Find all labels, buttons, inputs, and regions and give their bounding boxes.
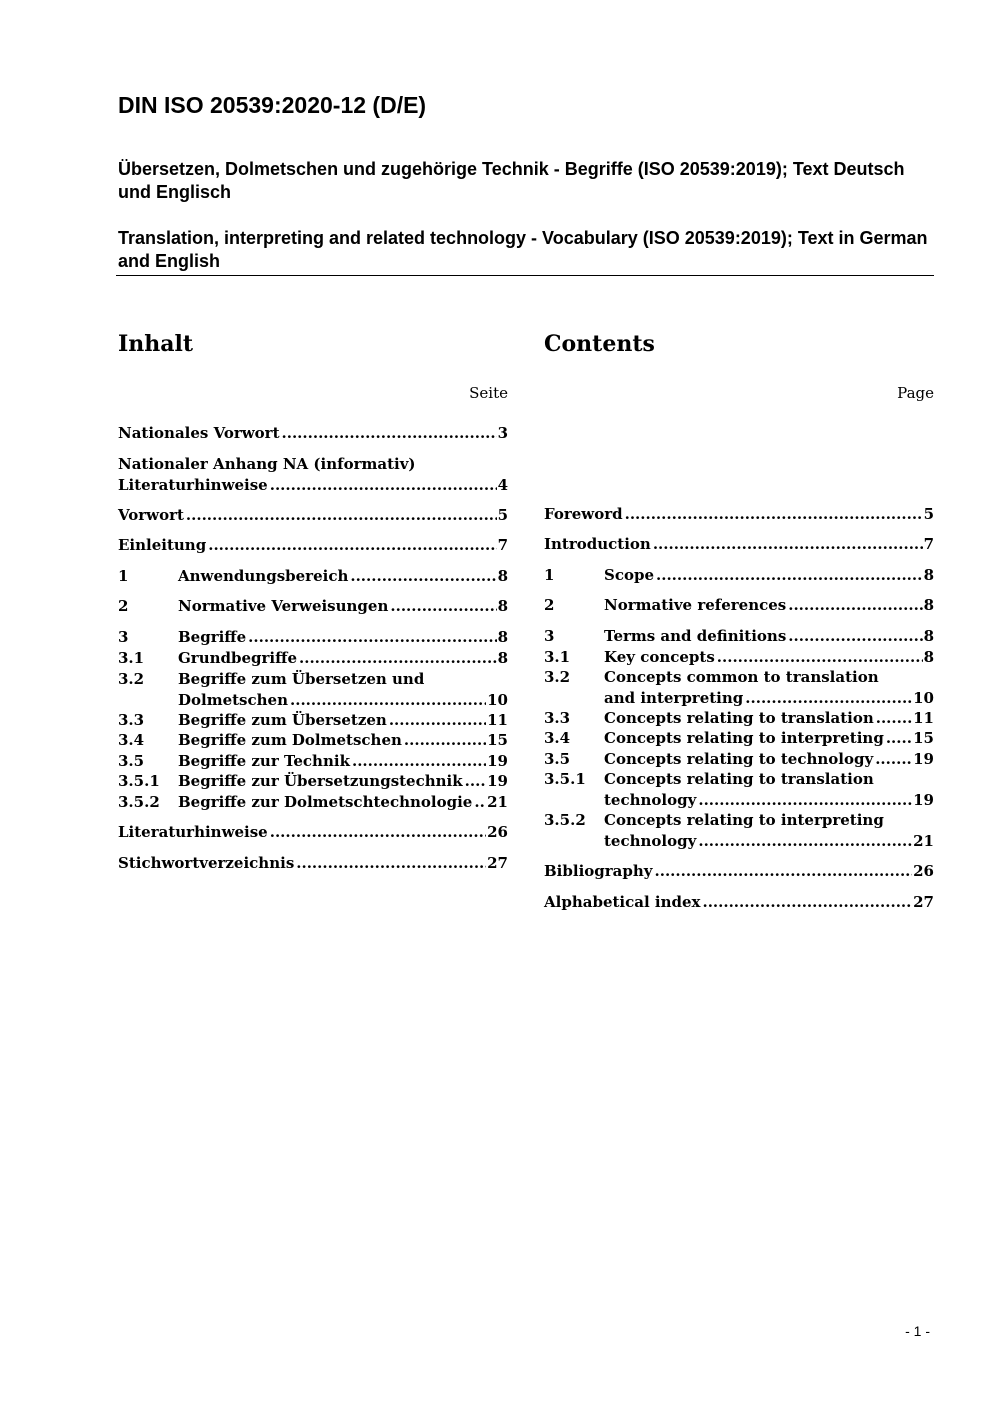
- toc-entry[interactable]: [118, 627, 508, 648]
- dot-leader: [702, 892, 912, 913]
- toc-entry-title-continued: Dolmetschen: [178, 690, 288, 709]
- toc-entry[interactable]: [544, 565, 934, 586]
- dot-leader: [270, 475, 497, 496]
- title-divider: [116, 275, 934, 276]
- toc-entry-title: Begriffe zum Dolmetschen: [178, 731, 402, 749]
- toc-entry-title: Nationaler Anhang NA (informativ): [118, 455, 416, 473]
- toc-entry[interactable]: [118, 822, 508, 843]
- toc-entry[interactable]: [544, 769, 934, 810]
- toc-page-column-label: Seite: [469, 384, 508, 402]
- toc-entry-number: 3.4: [544, 729, 571, 747]
- toc-entry[interactable]: [118, 853, 508, 874]
- toc-entry-title: Terms and definitions: [604, 627, 787, 645]
- dot-leader: [389, 710, 486, 731]
- subtitle-english: Translation, interpreting and related technology - Vocabulary (ISO 20539:2019); Text in German and English: [118, 228, 928, 271]
- toc-entry-title: Normative Verweisungen: [178, 597, 389, 615]
- toc-entry[interactable]: [544, 534, 934, 555]
- toc-entry[interactable]: [118, 730, 508, 751]
- toc-entry-page: 21: [487, 793, 508, 811]
- toc-entry-page: 8: [497, 567, 508, 585]
- toc-entry-page: 8: [923, 648, 934, 666]
- toc-entry-page: 19: [913, 750, 934, 768]
- dot-leader: [248, 627, 496, 648]
- dot-leader: [270, 822, 486, 843]
- dot-leader: [656, 565, 923, 586]
- toc-entry-number: 1: [544, 566, 555, 584]
- toc-entry-page: 19: [487, 772, 508, 790]
- toc-entry-page: 3: [497, 424, 508, 442]
- toc-entry-number: 3.5: [118, 752, 145, 770]
- toc-entry[interactable]: [118, 771, 508, 792]
- toc-entry-title: Concepts relating to interpreting: [604, 811, 884, 829]
- dot-leader: [474, 792, 486, 813]
- toc-entry-title: Foreword: [544, 505, 623, 523]
- dot-leader: [875, 749, 912, 770]
- toc-entry[interactable]: [118, 669, 508, 710]
- toc-entry-title: Concepts relating to translation: [604, 709, 874, 727]
- toc-entry[interactable]: [118, 751, 508, 772]
- toc-entry-number: 3.2: [118, 670, 145, 688]
- toc-entry-page: 8: [497, 628, 508, 646]
- toc-entry-page: 15: [487, 731, 508, 749]
- toc-entry[interactable]: [544, 749, 934, 770]
- toc-entry-page: 19: [487, 752, 508, 770]
- dot-leader: [886, 728, 912, 749]
- toc-english: [544, 328, 934, 911]
- toc-entry-number: 3.4: [118, 731, 145, 749]
- dot-leader: [299, 648, 497, 669]
- toc-entry-page: 19: [913, 790, 934, 809]
- toc-entry[interactable]: [544, 861, 934, 882]
- toc-entry-number: 3.2: [544, 668, 571, 686]
- toc-entry[interactable]: [544, 504, 934, 525]
- toc-entry-title: Concepts relating to technology: [604, 750, 874, 768]
- dot-leader: [698, 790, 912, 811]
- toc-entry-number: 2: [118, 597, 129, 615]
- toc-entry[interactable]: [544, 810, 934, 851]
- toc-entry[interactable]: [118, 710, 508, 731]
- toc-german: [118, 328, 508, 872]
- toc-entry-page: 8: [497, 649, 508, 667]
- dot-leader: [186, 505, 497, 526]
- toc-entry-number: 3.5.2: [118, 793, 160, 811]
- toc-entry-title: Nationales Vorwort: [118, 424, 280, 442]
- toc-entry-title: Begriffe: [178, 628, 247, 646]
- dot-leader: [282, 423, 497, 444]
- toc-entry-title: Grundbegriffe: [178, 649, 297, 667]
- toc-entry-number: 3.5.2: [544, 811, 586, 829]
- toc-entry[interactable]: [118, 648, 508, 669]
- toc-entry-number: 3: [118, 628, 129, 646]
- dot-leader: [788, 626, 922, 647]
- toc-entry-page: 26: [913, 862, 934, 880]
- dot-leader: [698, 831, 912, 852]
- dot-leader: [404, 730, 486, 751]
- toc-entry[interactable]: [544, 892, 934, 913]
- dot-leader: [350, 566, 496, 587]
- toc-entry-page: 10: [913, 688, 934, 707]
- toc-entry-title: Introduction: [544, 535, 651, 553]
- toc-entry-page: 10: [487, 690, 508, 709]
- toc-entry-title-continued: technology: [604, 831, 697, 850]
- toc-entry-page: 11: [913, 709, 934, 727]
- toc-entry-title: Literaturhinweise: [118, 823, 268, 841]
- toc-entry-page: 4: [497, 475, 508, 494]
- toc-entry-page: 8: [923, 596, 934, 614]
- toc-entry-number: 3.3: [544, 709, 571, 727]
- dot-leader: [745, 688, 912, 709]
- toc-entry-title: Concepts relating to interpreting: [604, 729, 884, 747]
- toc-entry-number: 3.1: [118, 649, 145, 667]
- toc-entry-page: 7: [923, 535, 934, 553]
- dot-leader: [390, 596, 496, 617]
- toc-entry-title: Begriffe zur Dolmetschtechnologie: [178, 793, 473, 811]
- toc-entry[interactable]: [118, 423, 508, 444]
- toc-entry-page: 21: [913, 831, 934, 850]
- toc-entry-title: Key concepts: [604, 648, 715, 666]
- toc-entry-page: 15: [913, 729, 934, 747]
- toc-entry[interactable]: [118, 535, 508, 556]
- toc-entry-page: 8: [497, 597, 508, 615]
- dot-leader: [653, 534, 923, 555]
- toc-entry[interactable]: [544, 708, 934, 729]
- dot-leader: [876, 708, 912, 729]
- toc-entry[interactable]: [544, 667, 934, 708]
- dot-leader: [465, 771, 486, 792]
- toc-entry-title: Bibliography: [544, 862, 653, 880]
- dot-leader: [625, 504, 923, 525]
- toc-entry-page: 27: [487, 854, 508, 872]
- toc-entry-page: 8: [923, 566, 934, 584]
- subtitle-german: Übersetzen, Dolmetschen und zugehörige Technik - Begriffe (ISO 20539:2019); Text Deutsch und Englisch: [118, 159, 905, 202]
- toc-entry-title: Begriffe zum Übersetzen und: [178, 670, 425, 688]
- toc-entry-title: Anwendungsbereich: [178, 567, 349, 585]
- toc-entry[interactable]: [544, 626, 934, 647]
- toc-entry-title: Begriffe zur Übersetzungstechnik: [178, 772, 463, 790]
- toc-entry[interactable]: [118, 505, 508, 526]
- toc-entry[interactable]: [118, 566, 508, 587]
- toc-entry-title-continued: and interpreting: [604, 688, 744, 707]
- toc-entry-title: Vorwort: [118, 506, 184, 524]
- toc-entry-title: Concepts relating to translation: [604, 770, 874, 788]
- page-number: - 1 -: [905, 1323, 930, 1339]
- toc-entry[interactable]: [544, 595, 934, 616]
- toc-entry[interactable]: [544, 728, 934, 749]
- toc-entry-title: Concepts common to translation: [604, 668, 879, 686]
- toc-entry-title-continued: technology: [604, 790, 697, 809]
- toc-entry[interactable]: [118, 596, 508, 617]
- toc-heading: Inhalt: [118, 331, 194, 357]
- toc-entry-page: 11: [487, 711, 508, 729]
- toc-entry-title: Begriffe zur Technik: [178, 752, 350, 770]
- dot-leader: [717, 647, 923, 668]
- dot-leader: [655, 861, 913, 882]
- toc-entry-page: 5: [923, 505, 934, 523]
- toc-entry-number: 1: [118, 567, 129, 585]
- toc-entry-page: 7: [497, 536, 508, 554]
- toc-entry-number: 3.5.1: [118, 772, 160, 790]
- toc-entry-title: Einleitung: [118, 536, 207, 554]
- toc-entry-number: 3.5.1: [544, 770, 586, 788]
- toc-entry-title: Stichwortverzeichnis: [118, 854, 295, 872]
- toc-entry-title: Begriffe zum Übersetzen: [178, 711, 387, 729]
- toc-page-column-label: Page: [897, 384, 934, 402]
- toc-entry[interactable]: [118, 454, 508, 495]
- toc-entry-title-continued: Literaturhinweise: [118, 475, 268, 494]
- dot-leader: [296, 853, 486, 874]
- dot-leader: [788, 595, 922, 616]
- toc-entry-page: 5: [497, 506, 508, 524]
- document-title: DIN ISO 20539:2020-12 (D/E): [118, 92, 427, 118]
- toc-entry-page: 27: [913, 893, 934, 911]
- toc-entry[interactable]: [118, 792, 508, 813]
- toc-entry-number: 3.1: [544, 648, 571, 666]
- toc-entry-page: 26: [487, 823, 508, 841]
- toc-entry-title: Scope: [604, 566, 655, 584]
- dot-leader: [352, 751, 486, 772]
- toc-entry-title: Normative references: [604, 596, 787, 614]
- toc-entry-page: 8: [923, 627, 934, 645]
- dot-leader: [290, 690, 486, 711]
- dot-leader: [208, 535, 496, 556]
- toc-entry-number: 3: [544, 627, 555, 645]
- toc-entry-number: 3.3: [118, 711, 145, 729]
- toc-entry-number: 2: [544, 596, 555, 614]
- toc-entry-number: 3.5: [544, 750, 571, 768]
- toc-entry-title: Alphabetical index: [544, 893, 701, 911]
- toc-entry[interactable]: [544, 647, 934, 668]
- toc-heading: Contents: [544, 331, 655, 357]
